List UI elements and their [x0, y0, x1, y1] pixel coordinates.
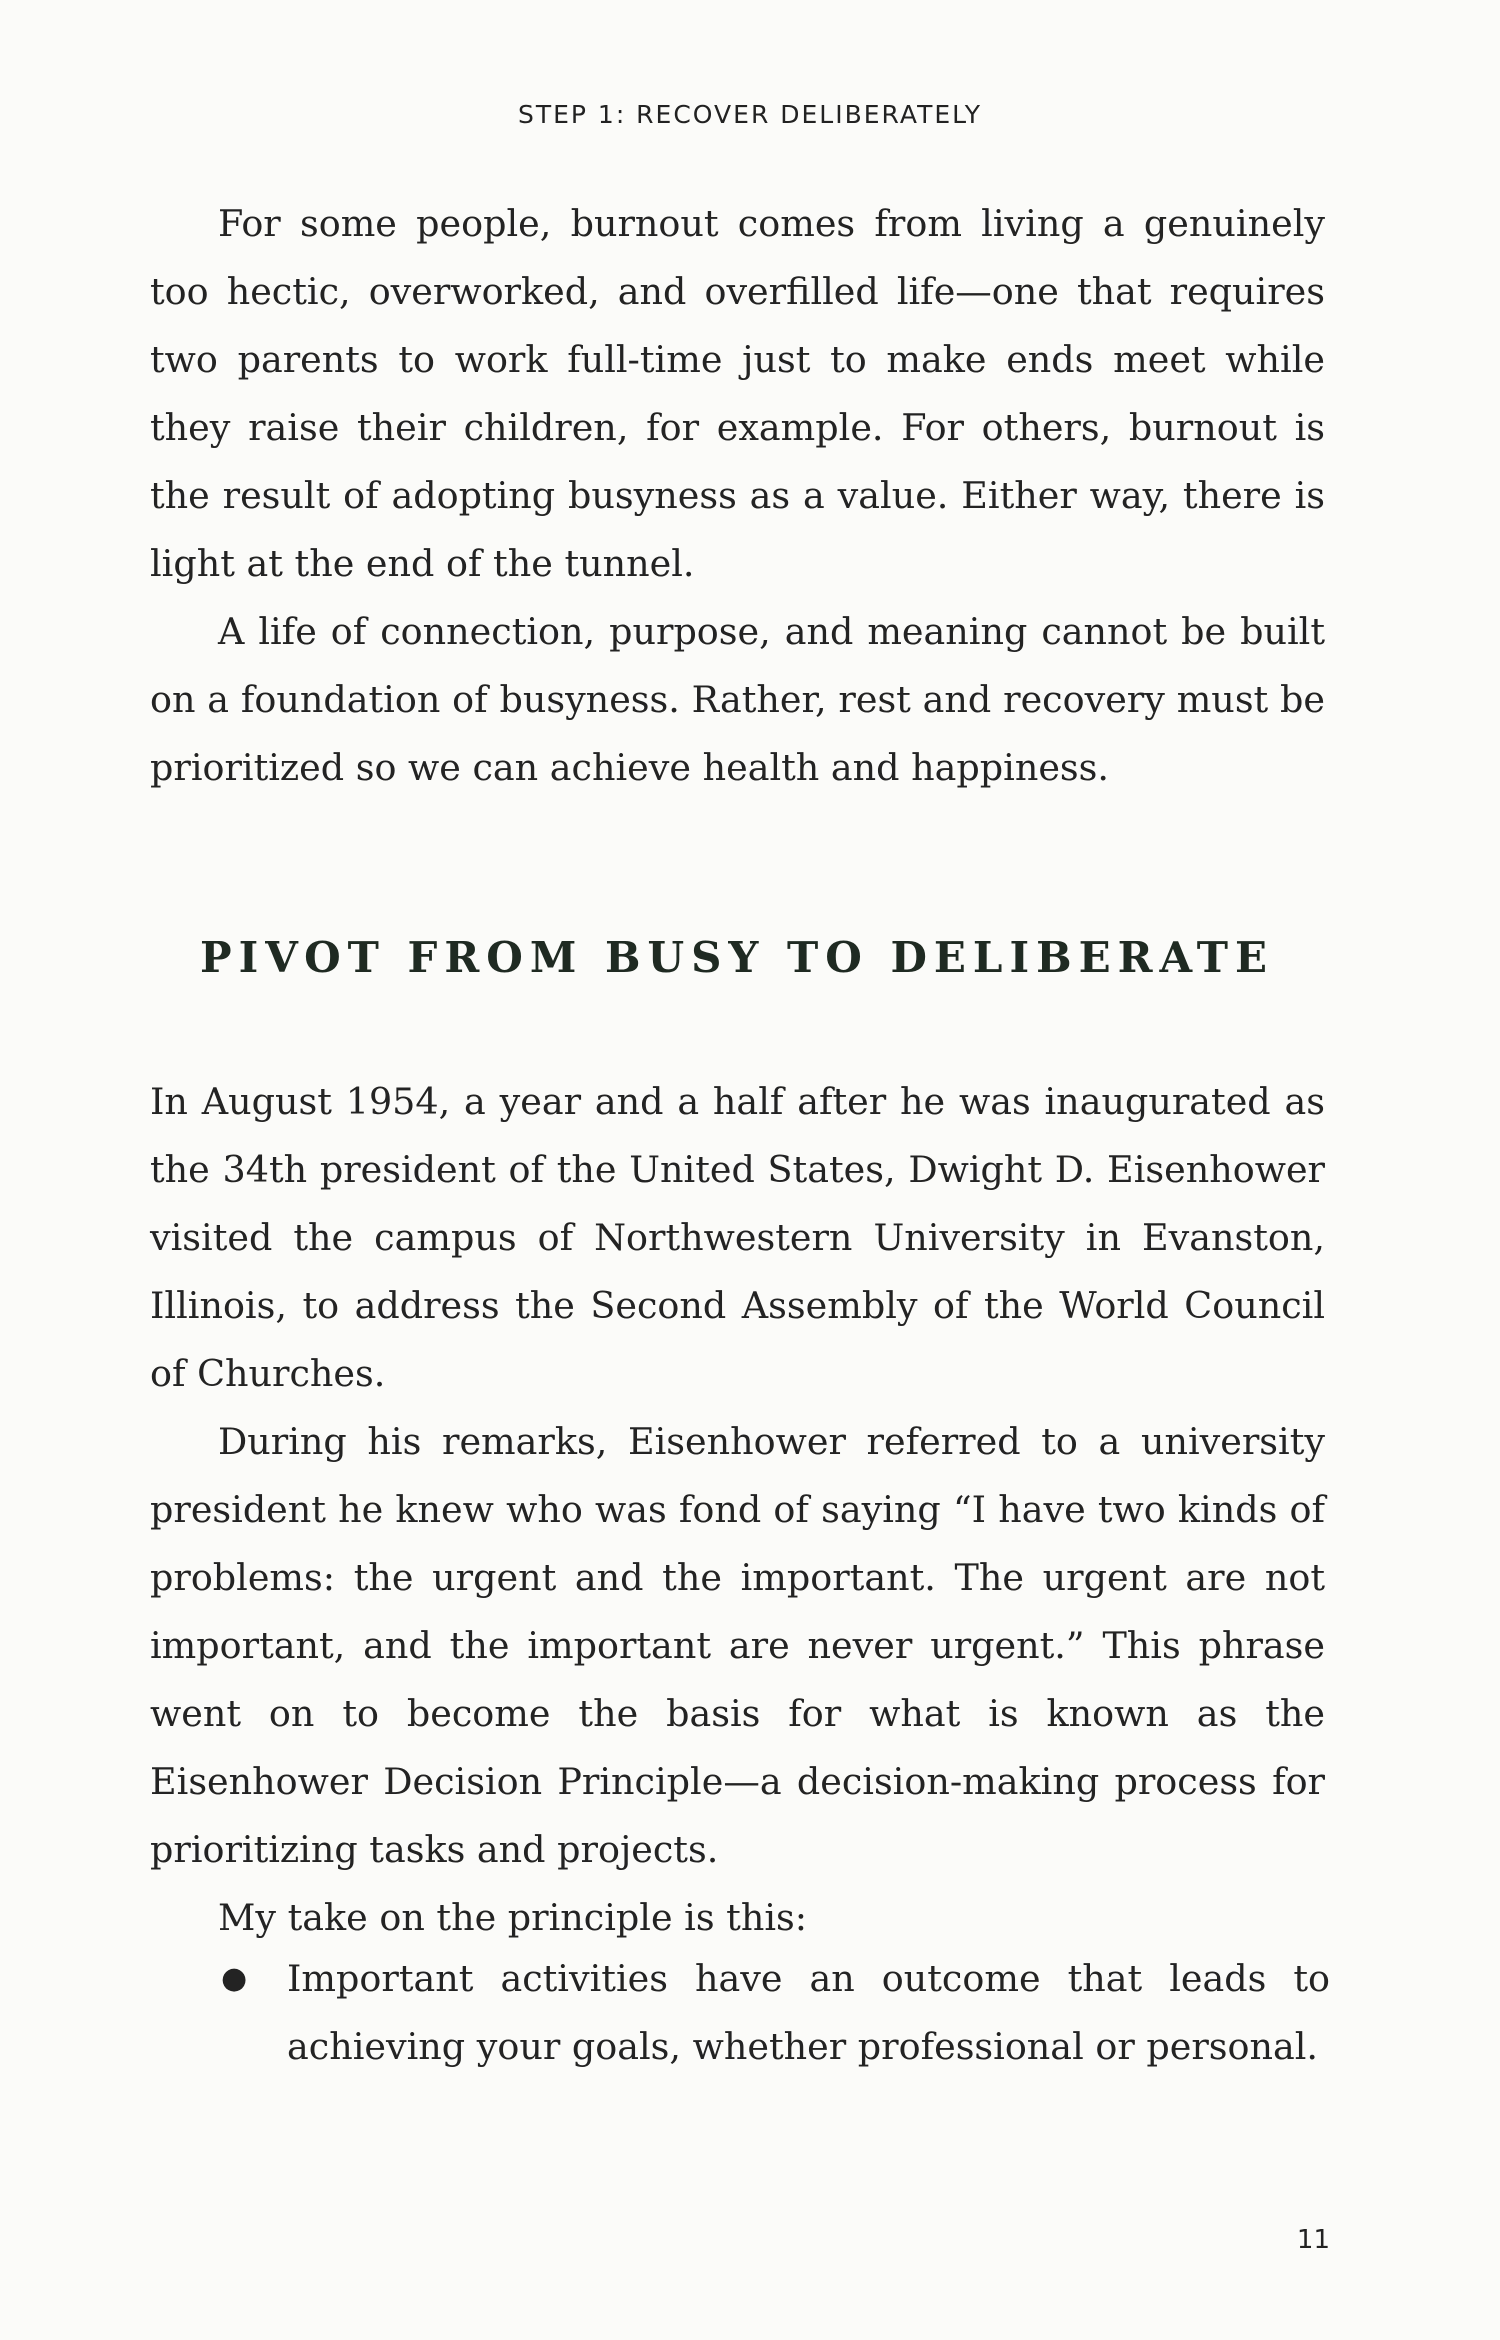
- paragraph: In August 1954, a year and a half after he was inaugurated as the 34th president of the United States, Dwight D. Eisenhower visited the campus of Northwestern University in Evanston, Illinois, to address the Second Assembly of the World Council of Churches.: [150, 1080, 1325, 1395]
- list-item: [215, 1945, 1330, 2081]
- paragraph: During his remarks, Eisenhower referred to a university president he knew who was fond of saying “I have two kinds of problems: the urgent and the important. The urgent are not important, and the important are never urgent.” This phrase went on to become the basis for what is known as the Eisenhower Decision Principle—a decision-making process for prioritizing tasks and projects.: [150, 1420, 1325, 1871]
- section-text-block: [150, 1068, 1325, 1952]
- intro-text-block: [150, 190, 1325, 802]
- running-head: STEP 1: RECOVER DELIBERATELY: [517, 100, 983, 129]
- page-number: 11: [1296, 2225, 1330, 2255]
- paragraph: My take on the principle is this:: [218, 1896, 808, 1939]
- list-item-text: Important activities have an outcome that leads to achieving your goals, whether professional or personal.: [287, 1957, 1330, 2068]
- paragraph: A life of connection, purpose, and meaning cannot be built on a foundation of busyness. Rather, rest and recovery must be prioritized so we can achieve health and happiness.: [150, 610, 1325, 789]
- bullet-list: [215, 1945, 1330, 2081]
- paragraph: For some people, burnout comes from living a genuinely too hectic, overworked, and overfilled life—one that requires two parents to work full-time just to make ends meet while they raise their children, for example. For others, burnout is the result of adopting busyness as a value. Either way, there is light at the end of the tunnel.: [150, 202, 1325, 585]
- bullet-icon: ●: [221, 1961, 248, 1996]
- section-heading: PIVOT FROM BUSY TO DELIBERATE: [200, 933, 1275, 982]
